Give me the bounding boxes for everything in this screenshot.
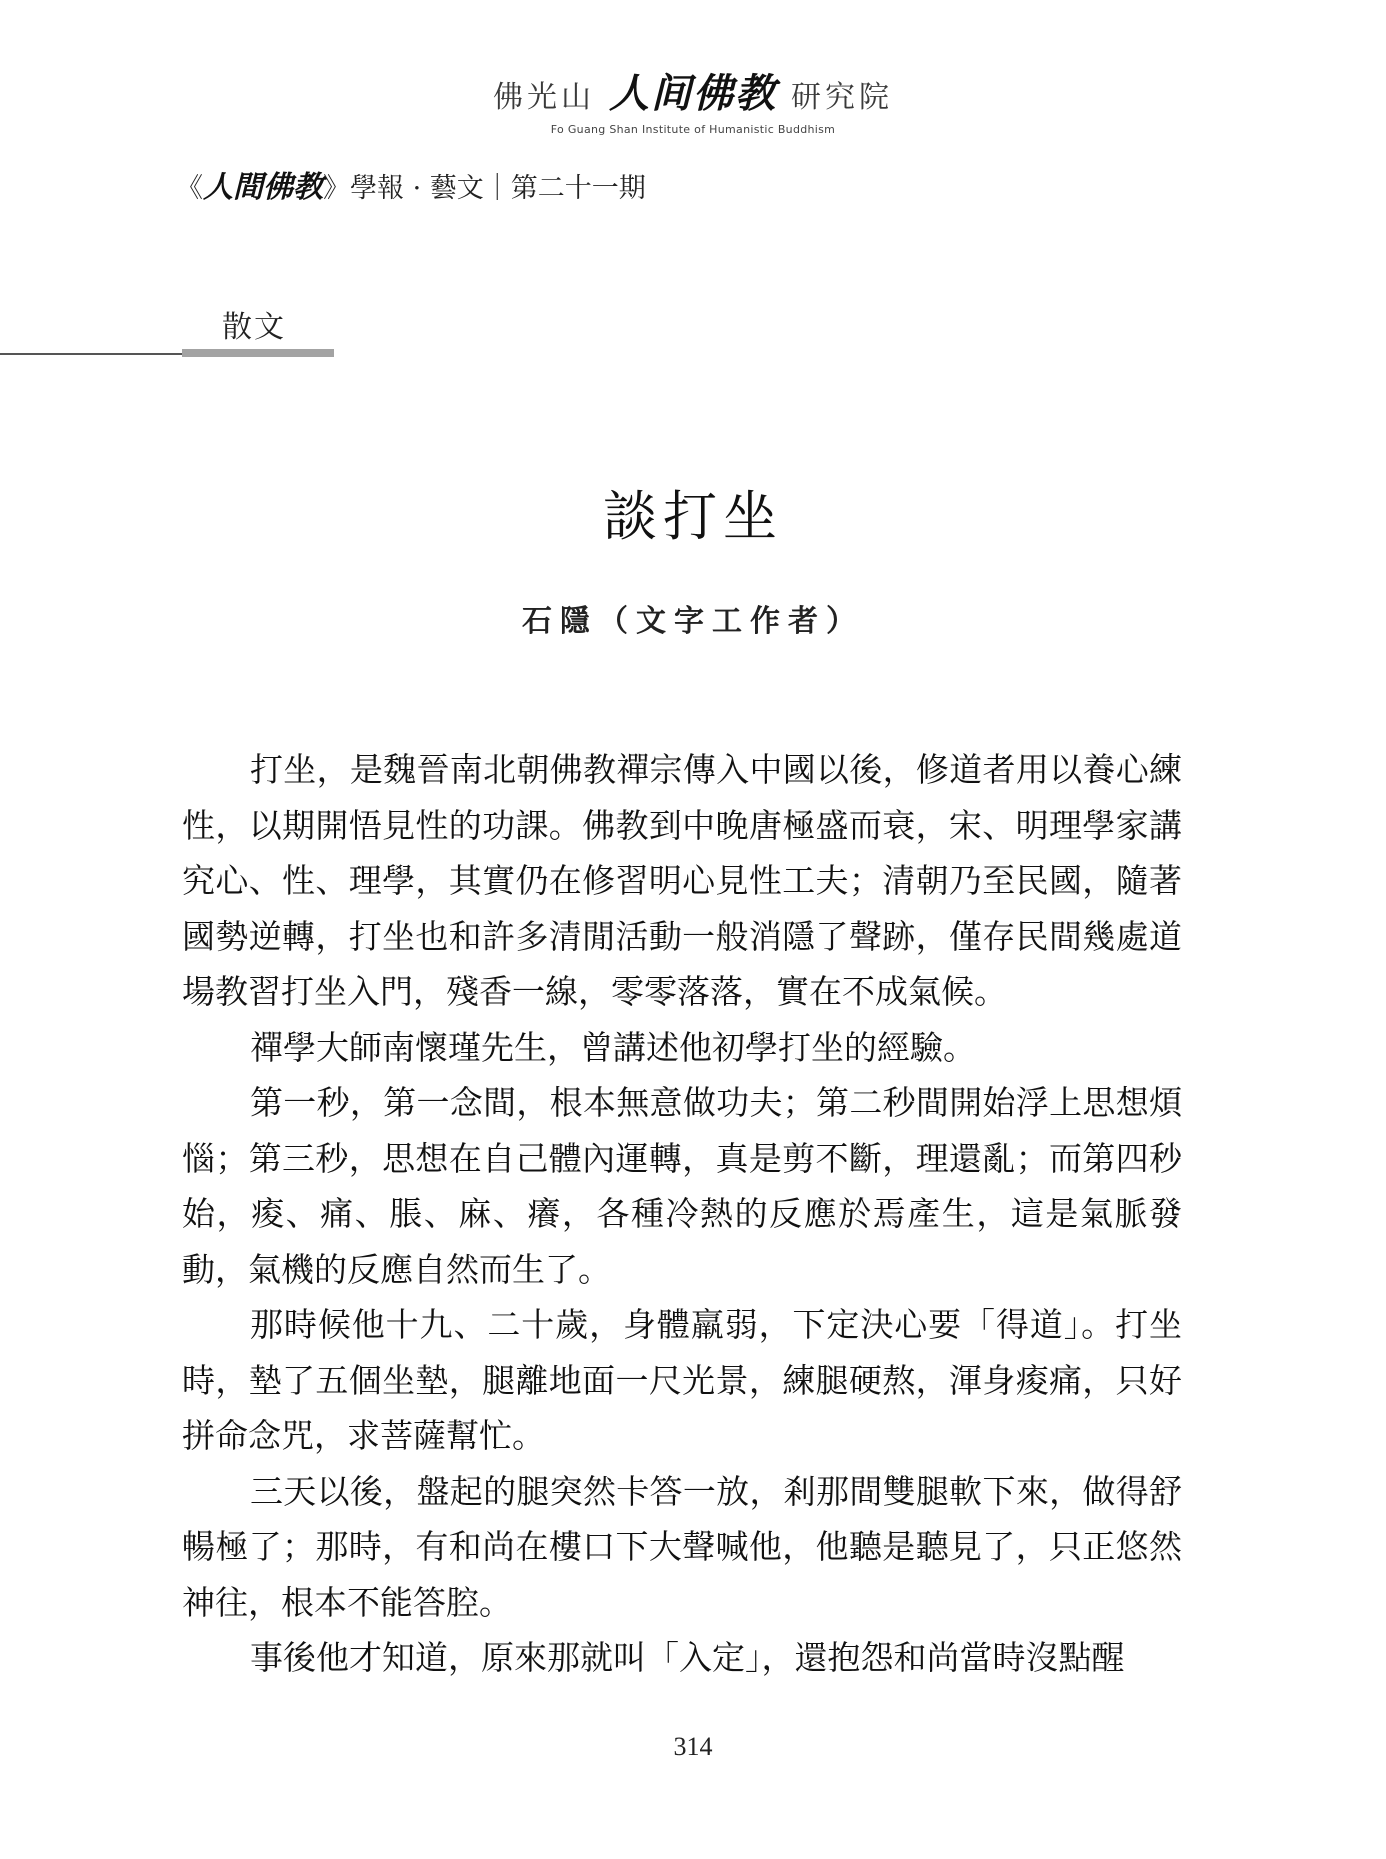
article-author: 石隱（文字工作者）: [522, 604, 864, 639]
article-body: [182, 742, 1182, 1686]
institute-suffix: 研究院: [791, 80, 893, 115]
paragraph-6: 事後他才知道，原來那就叫「入定」，還抱怨和尚當時沒點醒: [250, 1638, 1125, 1677]
journal-close-quote: 》: [323, 173, 350, 204]
paragraph-5: 三天以後，盤起的腿突然卡答一放，剎那間雙腿軟下來，做得舒暢極了；那時，有和尚在樓口下大聲喊他，他聽是聽見了，只正悠然神往，根本不能答腔。: [182, 1471, 1182, 1622]
paragraph-3: 第一秒，第一念間，根本無意做功夫；第二秒間開始浮上思想煩惱；第三秒，思想在自己體內運轉，真是剪不斷，理還亂；而第四秒始，痠、痛、脹、麻、癢，各種冷熱的反應於焉產生，這是氣脈發動，氣機的反應自然而生了。: [182, 1083, 1182, 1289]
page-number: 314: [673, 1732, 713, 1761]
institute-logo: [493, 62, 893, 119]
article-title: 談打坐: [603, 485, 783, 548]
journal-brand-calligraphy: 人間佛教: [203, 170, 323, 205]
journal-header: [176, 162, 646, 206]
institute-header: [0, 62, 1386, 136]
paragraph-1: 打坐，是魏晉南北朝佛教禪宗傳入中國以後，修道者用以養心練性，以期開悟見性的功課。佛教到中晚唐極盛而衰，宋、明理學家講究心、性、理學，其實仍在修習明心見性工夫；清朝乃至民國，隨著國勢逆轉，打坐也和許多清閒活動一般消隱了聲跡，僅存民間幾處道場教習打坐入門，殘香一線，零零落落，實在不成氣候。: [182, 750, 1182, 1011]
paragraph-4: 那時候他十九、二十歲，身體羸弱，下定決心要「得道」。打坐時，墊了五個坐墊，腿離地面一尺光景，練腿硬熬，渾身痠痛，只好拼命念咒，求菩薩幫忙。: [182, 1305, 1182, 1455]
journal-issue-info: 學報 · 藝文｜第二十一期: [350, 173, 646, 204]
journal-open-quote: 《: [176, 173, 203, 204]
section-label: 散文: [222, 310, 286, 345]
section-rule-accent: [182, 349, 334, 357]
institute-english-name: Fo Guang Shan Institute of Humanistic Buddhism: [550, 123, 836, 136]
institute-brand-calligraphy: 人间佛教: [609, 70, 777, 117]
paragraph-2: 禪學大師南懷瑾先生，曾講述他初學打坐的經驗。: [250, 1027, 976, 1067]
institute-prefix: 佛光山: [493, 80, 595, 115]
